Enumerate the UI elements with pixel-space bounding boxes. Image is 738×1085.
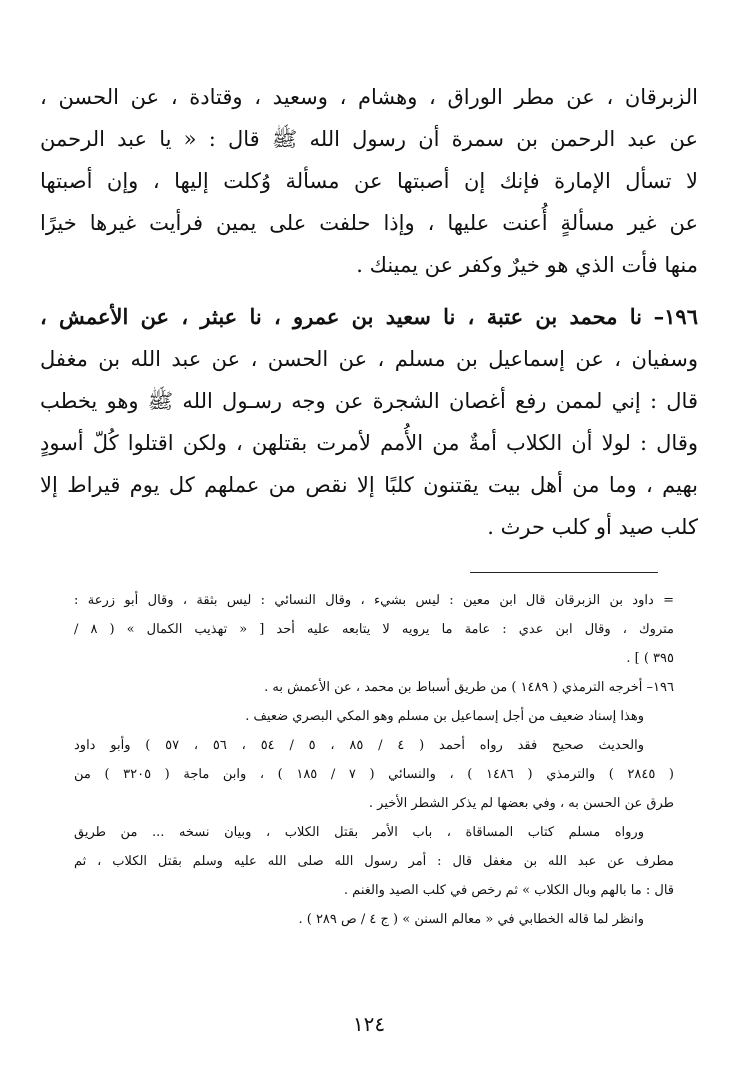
hadith-number: ١٩٦– bbox=[653, 304, 698, 329]
footnote-line: وانظر لما قاله الخطابي في « معالم السنن » ( ج ٤ / ص ٢٨٩ ) . bbox=[298, 912, 644, 927]
footnote-line: = داود بن الزبرقان قال ابن معين : ليس بشيء ، وقال النسائي : ليس بثقة ، وقال أبو زرعة : bbox=[74, 593, 674, 608]
main-line: عن عبد الرحمن بن سمرة أن رسول الله ﷺ قال : « يا عبد الرحمن bbox=[40, 127, 698, 151]
hadith-line: كلب صيد أو كلب حرث . bbox=[487, 515, 698, 539]
footnote-line: ١٩٦– أخرجه الترمذي ( ١٤٨٩ ) من طريق أسباط بن محمد ، عن الأعمش به . bbox=[264, 680, 674, 695]
footnote-line: ( ٢٨٤٥ ) والترمذي ( ١٤٨٦ ) ، والنسائي ( ٧ / ١٨٥ ) ، وابن ماجة ( ٣٢٠٥ ) من bbox=[74, 767, 674, 782]
footnote-line: ٣٩٥ ) ] . bbox=[626, 651, 674, 666]
footnote-line: طرق عن الحسن به ، وفي بعضها لم يذكر الشطر الأخير . bbox=[368, 796, 674, 811]
main-text bbox=[40, 76, 698, 548]
footnote-line: مطرف عن عبد الله بن مغفل قال : أمر رسول الله صلى الله عليه وسلم بقتل الكلاب ، ثم bbox=[74, 854, 674, 869]
footnote-separator bbox=[470, 572, 658, 573]
main-line: لا تسأل الإمارة فإنك إن أصبتها عن مسألة وُكلت إليها ، وإن أصبتها bbox=[40, 169, 698, 193]
footnote-line: قال : ما بالهم وبال الكلاب » ثم رخص في كلب الصيد والغنم . bbox=[343, 883, 674, 898]
hadith-first-line bbox=[40, 296, 698, 338]
main-line: عن غير مسألةٍ أُعنت عليها ، وإذا حلفت على يمين فرأيت غيرها خيرًا bbox=[40, 211, 698, 235]
hadith-line: بهيم ، وما من أهل بيت يقتنون كلبًا إلا نقص من عملهم كل يوم قيراط إلا bbox=[40, 473, 698, 497]
hadith-line: قال : إني لممن رفع أغصان الشجرة عن وجه رسـول الله ﷺ وهو يخطب bbox=[40, 389, 698, 413]
footnote-line: والحديث صحيح فقد رواه أحمد ( ٤ / ٨٥ ، ٥ / ٥٤ ، ٥٦ ، ٥٧ ) وأبو داود bbox=[74, 738, 644, 753]
footnote-line: ورواه مسلم كتاب المساقاة ، باب الأمر بقتل الكلاب ، وبيان نسخه ... من طريق bbox=[74, 825, 644, 840]
footnote-line: وهذا إسناد ضعيف من أجل إسماعيل بن مسلم وهو المكي البصري ضعيف . bbox=[245, 709, 644, 724]
footnotes bbox=[74, 586, 674, 934]
footnote-line: متروك ، وقال ابن عدي : عامة ما يرويه لا يتابعه عليه أحد [ « تهذيب الكمال » ( ٨ / bbox=[74, 622, 674, 637]
main-line: منها فأت الذي هو خيرٌ وكفر عن يمينك . bbox=[356, 253, 698, 277]
main-line: الزبرقان ، عن مطر الوراق ، وهشام ، وسعيد ، وقتادة ، عن الحسن ، bbox=[40, 85, 698, 109]
page-number: ١٢٤ bbox=[352, 1012, 386, 1036]
hadith-line: وسفيان ، عن إسماعيل بن مسلم ، عن الحسن ، عن عبد الله بن مغفل bbox=[40, 347, 698, 371]
hadith-line: وقال : لولا أن الكلاب أمةٌ من الأُمم لأمرت بقتلهن ، ولكن اقتلوا كُلّ أسودٍ bbox=[40, 431, 698, 455]
hadith-line-text: نا محمد بن عتبة ، نا سعيد بن عمرو ، نا عبثر ، عن الأعمش ، bbox=[40, 304, 643, 329]
